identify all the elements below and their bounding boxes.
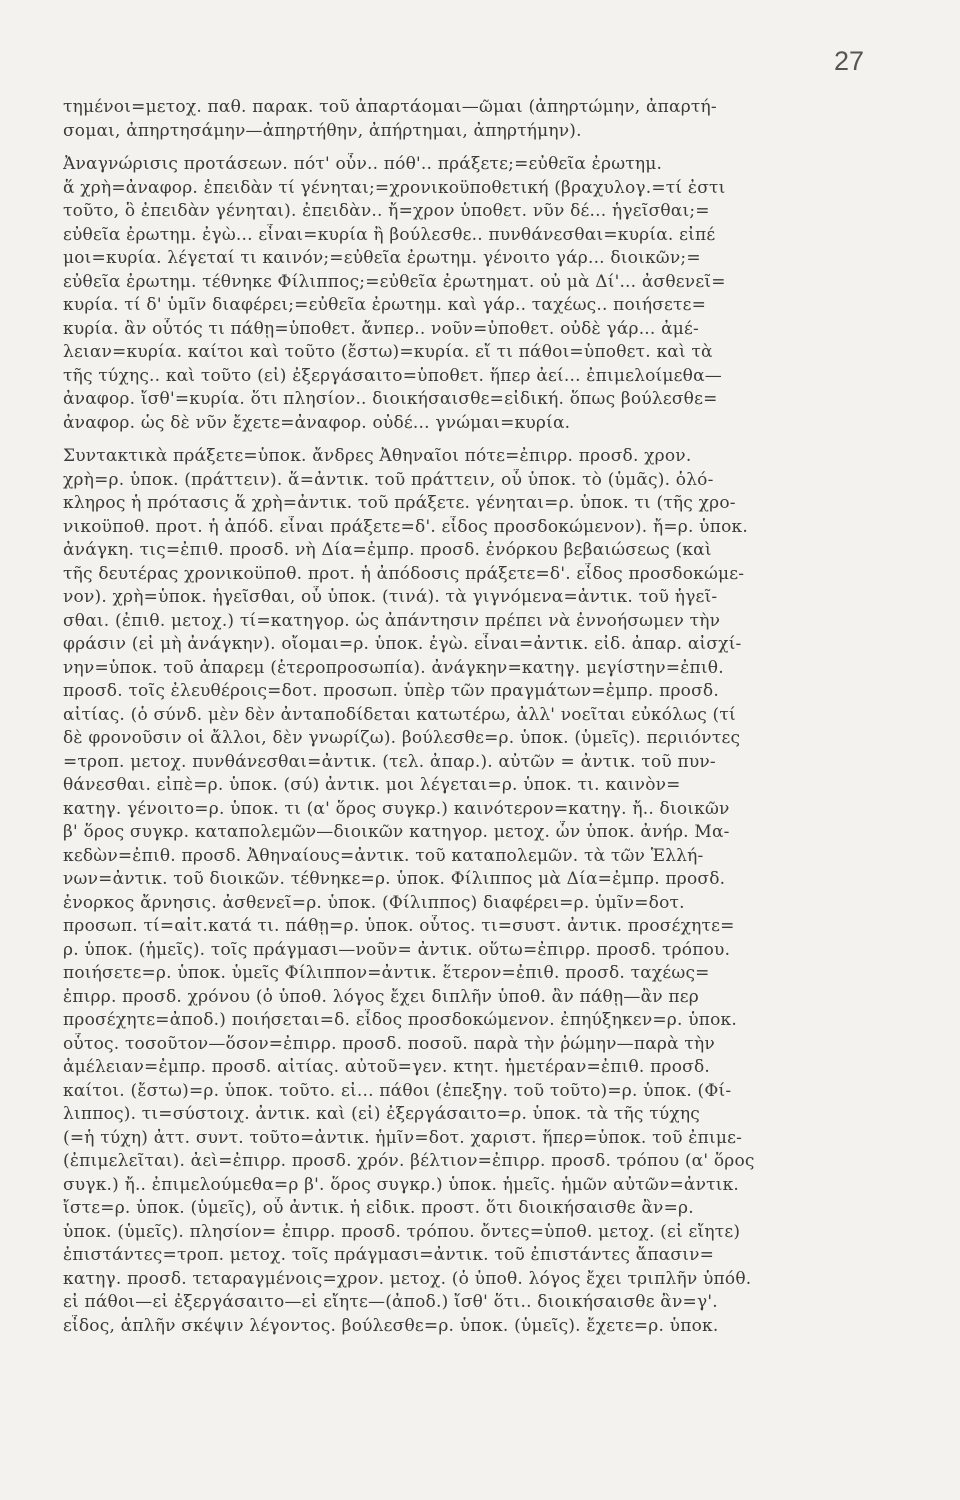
text-line: προσωπ. τί=αἰτ.κατά τι. πάθῃ=ρ. ὑποκ. οὗτος. τι=συστ. ἀντικ. προσέχητε= — [63, 916, 735, 936]
text-line: χρὴ=ρ. ὑποκ. (πράττειν). ἅ=ἀντικ. τοῦ πράττειν, οὗ ὑποκ. τὸ (ὑμᾶς). ὁλό- — [63, 469, 714, 490]
text-line: εἰ πάθοι—εἰ ἐξεργάσαιτο—εἰ εἴητε—(ἀποδ.) ἴσθ' ὅτι.. διοικήσαισθε ἂν=γ'. — [63, 1292, 718, 1312]
text-line: =τροπ. μετοχ. πυνθάνεσθαι=ἀντικ. (τελ. ἀπαρ.). αὐτῶν = ἀντικ. τοῦ πυν- — [63, 751, 716, 772]
text-line: λιππος). τι=σύστοιχ. ἀντικ. καὶ (εἰ) ἐξεργάσαιτο=ρ. ὑποκ. τὰ τῆς τύχης — [63, 1104, 700, 1124]
text-line: κατηγ. γένοιτο=ρ. ὑποκ. τι (α' ὅρος συγκρ.) καινότερον=κατηγ. ἤ.. διοικῶν — [63, 798, 730, 819]
text-line: τῆς δευτέρας χρονικοϋποθ. προτ. ἡ ἀπόδοσις πράξετε=δ'. εἶδος προσδοκώμε- — [63, 563, 745, 584]
text-line: Ἀναγνώρισις προτάσεων. πότ' οὖν.. πόθ'.. πράξετε;=εὐθεῖα ἐρωτημ. — [63, 154, 663, 174]
text-line: κατηγ. προσδ. τεταραγμένοις=χρον. μετοχ. (ὁ ὑποθ. λόγος ἔχει τριπλῆν ὑπόθ. — [63, 1268, 752, 1289]
page-body — [63, 96, 888, 1338]
text-line: τοῦτο, ὃ ἐπειδὰν γένηται). ἐπειδὰν.. ἤ=χρον ὑποθετ. νῦν δέ... ἡγεῖσθαι;= — [63, 201, 710, 221]
text-line: ἀμέλειαν=ἐμπρ. προσδ. αἰτίας. αὐτοῦ=γεν. κτητ. ἡμετέραν=ἐπιθ. προσδ. — [63, 1057, 710, 1077]
section-syntax — [63, 445, 888, 1338]
text-line: εὐθεῖα ἐρωτημ. τέθνηκε Φίλιππος;=εὐθεῖα ἐρωτηματ. οὐ μὰ Δί'... ἀσθενεῖ= — [63, 271, 726, 292]
text-line: ἀναφορ. ἴσθ'=κυρία. ὅτι πλησίον.. διοικήσαισθε=εἰδική. ὅπως βούλεσθε= — [63, 389, 718, 409]
text-line: σομαι, ἀπηρτησάμην—ἀπηρτήθην, ἀπήρτημαι, ἀπηρτήμην). — [63, 120, 582, 141]
text-line: συγκ.) ἤ.. ἐπιμελούμεθα=ρ β'. ὅρος συγκρ.) ὑποκ. ἡμεῖς. ἡμῶν αὐτῶν=ἀντικ. — [63, 1174, 740, 1195]
text-line: φράσιν (εἰ μὴ ἀνάγκην). οἴομαι=ρ. ὑποκ. ἐγὼ. εἶναι=ἀντικ. εἰδ. ἀπαρ. αἰσχί- — [63, 634, 742, 654]
text-line: εἶδος, ἁπλῆν σκέψιν λέγοντος. βούλεσθε=ρ. ὑποκ. (ὑμεῖς). ἔχετε=ρ. ὑποκ. — [63, 1315, 719, 1336]
text-line: σθαι. (ἐπιθ. μετοχ.) τί=κατηγορ. ὡς ἀπάντησιν πρέπει νὰ ἐννοήσωμεν τὴν — [63, 610, 721, 631]
text-line: ἀναφορ. ὡς δὲ νῦν ἔχετε=ἀναφορ. οὐδέ... γνώμαι=κυρία. — [63, 412, 571, 433]
section-recognition-of-clauses — [63, 153, 888, 435]
text-line: κυρία. τί δ' ὑμῖν διαφέρει;=εὐθεῖα ἐρωτημ. καὶ γάρ.. ταχέως.. ποιήσετε= — [63, 295, 707, 315]
text-line: κεδὼν=ἐπιθ. προσδ. Ἀθηναίους=ἀντικ. τοῦ καταπολεμῶν. τὰ τῶν Ἑλλή- — [63, 845, 704, 866]
text-line: προσέχητε=ἀποδ.) ποιήσεται=δ. εἶδος προσδοκώμενον. ἐπηύξηκεν=ρ. ὑποκ. — [63, 1010, 737, 1030]
text-line: εὐθεῖα ἐρωτημ. ἐγὼ... εἶναι=κυρία ἢ βούλεσθε.. πυνθάνεσθαι=κυρία. εἰπέ — [63, 224, 716, 245]
text-line: ἐπιρρ. προσδ. χρόνου (ὁ ὑποθ. λόγος ἔχει διπλῆν ὑποθ. ἂν πάθῃ—ἂν περ — [63, 986, 699, 1007]
section-verb-forms — [63, 96, 888, 143]
text-line: ἐπιστάντες=τροπ. μετοχ. τοῖς πράγμασι=ἀντικ. τοῦ ἐπιστάντες ἄπασιν= — [63, 1245, 715, 1265]
text-line: Συντακτικὰ πράξετε=ὑποκ. ἄνδρες Ἀθηναῖοι πότε=ἐπιρρ. προσδ. χρον. — [63, 446, 692, 466]
text-line: (=ἡ τύχη) ἀττ. συντ. τοῦτο=ἀντικ. ἡμῖν=δοτ. χαριστ. ἥπερ=ὑποκ. τοῦ ἐπιμε- — [63, 1127, 743, 1148]
text-line: ἐνορκος ἄρνησις. ἀσθενεῖ=ρ. ὑποκ. (Φίλιππος) διαφέρει=ρ. ὑμῖν=δοτ. — [63, 892, 685, 913]
section-gap — [63, 435, 888, 445]
text-line: οὗτος. τοσοῦτον—ὅσον=ἐπιρρ. προσδ. ποσοῦ. παρὰ τὴν ῥώμην—παρὰ τὴν — [63, 1033, 715, 1054]
text-line: αἰτίας. (ὁ σύνδ. μὲν δὲν ἀνταποδίδεται κατωτέρω, ἀλλ' νοεῖται εὐκόλως (τί — [63, 704, 736, 725]
text-line: νων=ἀντικ. τοῦ διοικῶν. τέθνηκε=ρ. ὑποκ. Φίλιππος μὰ Δία=ἐμπρ. προσδ. — [63, 869, 726, 889]
text-line: προσδ. τοῖς ἐλευθέροις=δοτ. προσωπ. ὑπὲρ τῶν πραγμάτων=ἐμπρ. προσδ. — [63, 681, 719, 701]
text-line: δὲ φρονοῦσιν οἱ ἄλλοι, δὲν γνωρίζω). βούλεσθε=ρ. ὑποκ. (ὑμεῖς). περιιόντες — [63, 728, 741, 748]
text-line: ποιήσετε=ρ. ὑποκ. ὑμεῖς Φίλιππον=ἀντικ. ἕτερον=ἐπιθ. προσδ. ταχέως= — [63, 963, 710, 983]
text-line: ὑποκ. (ὑμεῖς). πλησίον= ἐπιρρ. προσδ. τρόπου. ὄντες=ὑποθ. μετοχ. (εἰ εἴητε) — [63, 1221, 741, 1242]
text-line: νην=ὑποκ. τοῦ ἀπαρεμ (ἑτεροπροσωπία). ἀνάγκην=κατηγ. μεγίστην=ἐπιθ. — [63, 657, 724, 678]
text-line: νον). χρὴ=ὑποκ. ἡγεῖσθαι, οὗ ὑποκ. (τινά). τὰ γιγνόμενα=ἀντικ. τοῦ ἡγεῖ- — [63, 587, 718, 607]
page-number: 27 — [833, 46, 864, 76]
text-line: μοι=κυρία. λέγεταί τι καινόν;=εὐθεῖα ἐρωτημ. γένοιτο γάρ... διοικῶν;= — [63, 248, 701, 268]
text-line: (ἐπιμελεῖται). ἀεὶ=ἐπιρρ. προσδ. χρόν. βέλτιον=ἐπιρρ. προσδ. τρόπου (α' ὅρος — [63, 1151, 755, 1171]
text-line: λειαν=κυρία. καίτοι καὶ τοῦτο (ἔστω)=κυρία. εἴ τι πάθοι=ὑποθετ. καὶ τὰ — [63, 342, 713, 362]
text-line: θάνεσθαι. εἰπὲ=ρ. ὑποκ. (σύ) ἀντικ. μοι λέγεται=ρ. ὑποκ. τι. καινὸν= — [63, 775, 681, 795]
text-line: κυρία. ἂν οὗτός τι πάθῃ=ὑποθετ. ἄνπερ.. νοῦν=ὑποθετ. οὐδὲ γάρ... ἀμέ- — [63, 318, 699, 339]
text-line: τῆς τύχης.. καὶ τοῦτο (εἰ) ἐξεργάσαιτο=ὑποθετ. ἥπερ ἀεί... ἐπιμελοίμεθα— — [63, 365, 722, 386]
text-line: ἴστε=ρ. ὑποκ. (ὑμεῖς), οὗ ἀντικ. ἡ εἰδικ. προστ. ὅτι διοικήσαισθε ἂν=ρ. — [63, 1198, 694, 1218]
text-line: ἀνάγκη. τις=ἐπιθ. προσδ. νὴ Δία=ἐμπρ. προσδ. ἐνόρκου βεβαιώσεως (καὶ — [63, 540, 712, 560]
text-line: β' ὅρος συγκρ. καταπολεμῶν—διοικῶν κατηγορ. μετοχ. ὧν ὑποκ. ἀνήρ. Μα- — [63, 822, 730, 842]
text-line: ρ. ὑποκ. (ἡμεῖς). τοῖς πράγμασι—νοῦν= ἀντικ. οὕτω=ἐπιρρ. προσδ. τρόπου. — [63, 939, 731, 960]
text-line: κληρος ἡ πρότασις ἅ χρὴ=ἀντικ. τοῦ πράξετε. γένηται=ρ. ὑποκ. τι (τῆς χρο- — [63, 493, 736, 513]
text-line: νικοϋποθ. προτ. ἡ ἀπόδ. εἶναι πράξετε=δ'. εἶδος προσδοκώμενον). ἤ=ρ. ὑποκ. — [63, 516, 748, 537]
section-gap — [63, 143, 888, 153]
text-line: τημένοι=μετοχ. παθ. παρακ. τοῦ ἀπαρτάομαι—ῶμαι (ἀπηρτώμην, ἀπαρτή- — [63, 97, 717, 117]
text-line: ἅ χρὴ=ἀναφορ. ἐπειδὰν τί γένηται;=χρονικοϋποθετική (βραχυλογ.=τί ἐστι — [63, 177, 726, 198]
text-line: καίτοι. (ἔστω)=ρ. ὑποκ. τοῦτο. εἰ... πάθοι (ἐπεξηγ. τοῦ τοῦτο)=ρ. ὑποκ. (Φί- — [63, 1080, 732, 1101]
